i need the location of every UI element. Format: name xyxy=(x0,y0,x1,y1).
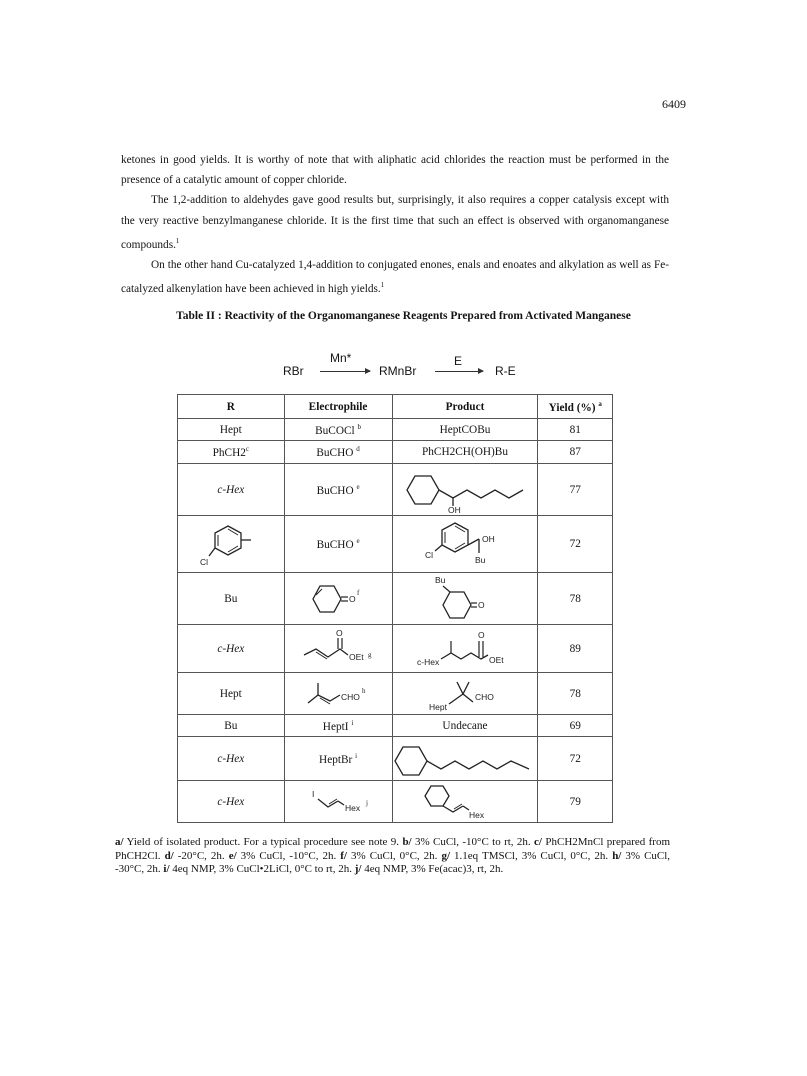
methylbutenal-structure xyxy=(290,675,386,713)
table-title: Table II : Reactivity of the Organomanganese Reagents Prepared from Activated Manganese xyxy=(176,310,631,322)
footnote-c: PhCH2MnCl prepared from PhCH2Cl. xyxy=(115,836,671,862)
svg-text:O: O xyxy=(336,627,343,638)
cell-product: HeptCOBu xyxy=(392,419,538,441)
svg-text:Cl: Cl xyxy=(199,557,208,567)
table-row xyxy=(178,464,613,516)
svg-text:h: h xyxy=(362,686,366,695)
svg-text:Hex: Hex xyxy=(468,809,485,820)
cyclohexenone-structure xyxy=(298,579,378,619)
page-number: 6409 xyxy=(662,97,686,111)
svg-text:f: f xyxy=(357,588,360,597)
cell-yield: 89 xyxy=(538,625,613,673)
svg-text:I: I xyxy=(312,788,315,799)
cell-r: c-Hex xyxy=(178,464,285,516)
cell-product xyxy=(392,737,538,781)
cell-electrophile: BuCHO $^d$ xyxy=(284,441,392,464)
cell-yield: 77 xyxy=(538,464,613,516)
cell-r: PhCH2$^c$ xyxy=(178,441,285,464)
svg-text:O: O xyxy=(477,599,485,610)
scheme-reagent-1: Mn* xyxy=(330,351,352,365)
cell-electrophile: HeptI $^i$ xyxy=(284,715,392,737)
table-footnotes: a/ Yield of isolated product. For a typical procedure see note 9. b/ 3% CuCl, -10°C to rt, 2h. c/ PhCH2MnCl prepared from PhCH2Cl. d/ -20°C, 2h. e/ 3% CuCl, -10°C, 2h. f/ 3% CuCl, 0°C, 2h. g/ 1.1eq TMSCl, 3% CuCl, 0°C, 2h. h/ 3% CuCl, -30°C, 2h. i/ 4eq NMP, 3% CuCl•2LiCl, 0°C to rt, 2h. j/ 4eq NMP, 3% Fe(acac)3, rt, 2h. xyxy=(115,836,671,875)
cell-yield: 81 xyxy=(538,419,613,441)
footnote-i: 4eq NMP, 3% CuCl•2LiCl, 0°C to rt, 2h. xyxy=(172,863,352,875)
svg-text:Bu: Bu xyxy=(434,574,446,585)
cell-product xyxy=(392,573,538,625)
reference-mark: 1 xyxy=(175,236,180,245)
scheme-arrow-2 xyxy=(435,371,483,372)
cell-product xyxy=(392,673,538,715)
svg-text:j: j xyxy=(366,798,369,807)
table-row xyxy=(178,573,613,625)
footnote-d: -20°C, 2h. xyxy=(177,849,225,862)
cell-product xyxy=(392,625,538,673)
cell-electrophile: BuCHO $^e$ xyxy=(284,516,392,573)
svg-text:c-Hex: c-Hex xyxy=(416,656,440,667)
butylcyclohexanone-structure xyxy=(395,574,535,624)
cell-electrophile xyxy=(284,573,392,625)
cell-r: c-Hex xyxy=(178,781,285,823)
paragraph-3: On the other hand Cu-catalyzed 1,4-addition to conjugated enones, enals and enoates and alkylation as well as Fe-catalyzed alkenylation have been achieved in high yields.$^1$ xyxy=(121,258,669,295)
chlorophenyl-structure xyxy=(196,518,266,570)
footnote-f: 3% CuCl, 0°C, 2h. xyxy=(351,849,438,862)
reaction-scheme xyxy=(283,351,533,381)
ethyl-crotonate-structure xyxy=(290,627,386,671)
cell-r: c-Hex xyxy=(178,625,285,673)
cell-electrophile xyxy=(284,625,392,673)
table-row xyxy=(178,419,613,441)
ethyl-ester-product-structure xyxy=(395,627,535,671)
cell-product: Undecane xyxy=(392,715,538,737)
cell-product: PhCH2CH(OH)Bu xyxy=(392,441,538,464)
chlorophenyl-pentanol-structure xyxy=(395,517,535,571)
svg-text:CHO: CHO xyxy=(341,691,360,702)
cell-yield: 72 xyxy=(538,516,613,573)
cell-r: Bu xyxy=(178,715,285,737)
header-r: R xyxy=(178,395,285,419)
dimethyl-decanal-structure xyxy=(395,674,535,714)
iodo-octene-structure xyxy=(290,783,386,821)
svg-text:OH: OH xyxy=(447,504,461,514)
paragraph-2: The 1,2-addition to aldehydes gave good results but, surprisingly, it also requires a copper catalysis except with the very reactive benzylmanganese chloride. It is the first time that such an effect is observed with organomanganese compounds.$^1$ xyxy=(121,194,669,251)
heptylcyclohexane-structure xyxy=(393,739,537,779)
table-row xyxy=(178,715,613,737)
header-electrophile: Electrophile xyxy=(284,395,392,419)
cell-r: Hept xyxy=(178,673,285,715)
svg-text:g: g xyxy=(368,650,372,659)
footnote-a: Yield of isolated product. For a typical procedure see note 9. xyxy=(126,836,400,848)
body-text xyxy=(121,150,669,299)
cell-r: c-Hex xyxy=(178,737,285,781)
cell-yield: 72 xyxy=(538,737,613,781)
reactivity-table xyxy=(177,394,613,823)
svg-text:O: O xyxy=(349,593,356,604)
table-row xyxy=(178,516,613,573)
svg-text:Hex: Hex xyxy=(345,802,361,813)
cell-electrophile xyxy=(284,781,392,823)
svg-text:Bu: Bu xyxy=(474,555,486,565)
table-row xyxy=(178,737,613,781)
cell-product xyxy=(392,781,538,823)
cell-electrophile: BuCOCl $^b$ xyxy=(284,419,392,441)
cell-product xyxy=(392,516,538,573)
cell-r xyxy=(178,516,285,573)
paragraph-1: ketones in good yields. It is worthy of note that with aliphatic acid chlorides the reaction must be performed in the presence of a catalytic amount of copper chloride. xyxy=(121,154,669,187)
scheme-intermediate: RMnBr xyxy=(379,364,417,378)
reference-mark: 1 xyxy=(380,280,385,289)
svg-text:CHO: CHO xyxy=(474,691,494,702)
table-row xyxy=(178,441,613,464)
cell-electrophile xyxy=(284,673,392,715)
footnote-j: 4eq NMP, 3% Fe(acac)3, rt, 2h. xyxy=(364,863,504,875)
svg-text:Hept: Hept xyxy=(428,701,447,712)
cell-yield: 78 xyxy=(538,673,613,715)
cyclohexyl-octene-structure xyxy=(395,782,535,822)
cell-electrophile: BuCHO $^e$ xyxy=(284,464,392,516)
cell-yield: 69 xyxy=(538,715,613,737)
table-row xyxy=(178,625,613,673)
cell-yield: 79 xyxy=(538,781,613,823)
cell-electrophile: HeptBr $^i$ xyxy=(284,737,392,781)
svg-text:OEt: OEt xyxy=(488,654,504,665)
footnote-e: 3% CuCl, -10°C, 2h. xyxy=(240,849,337,862)
scheme-reagent-2: E xyxy=(454,354,463,368)
scheme-arrow-1 xyxy=(320,371,370,372)
scheme-reactant: RBr xyxy=(283,364,304,378)
header-product: Product xyxy=(392,395,538,419)
header-yield: Yield (%) $^a$ xyxy=(538,395,613,419)
cell-yield: 87 xyxy=(538,441,613,464)
cell-yield: 78 xyxy=(538,573,613,625)
table-header-row xyxy=(178,395,613,419)
table-row xyxy=(178,781,613,823)
footnote-b: 3% CuCl, -10°C to rt, 2h. xyxy=(415,836,531,848)
cell-product xyxy=(392,464,538,516)
cell-r: Bu xyxy=(178,573,285,625)
footnote-g: 1.1eq TMSCl, 3% CuCl, 0°C, 2h. xyxy=(454,849,609,862)
svg-text:Cl: Cl xyxy=(424,550,434,560)
svg-text:OEt: OEt xyxy=(349,651,364,662)
table-row xyxy=(178,673,613,715)
svg-text:OH: OH xyxy=(481,534,495,544)
svg-text:O: O xyxy=(477,629,485,640)
cyclohexyl-hexanol-structure xyxy=(395,466,535,514)
cell-r: Hept xyxy=(178,419,285,441)
scheme-product: R-E xyxy=(495,364,516,378)
footnote-h: 3% CuCl, -30°C, 2h. xyxy=(115,849,671,875)
